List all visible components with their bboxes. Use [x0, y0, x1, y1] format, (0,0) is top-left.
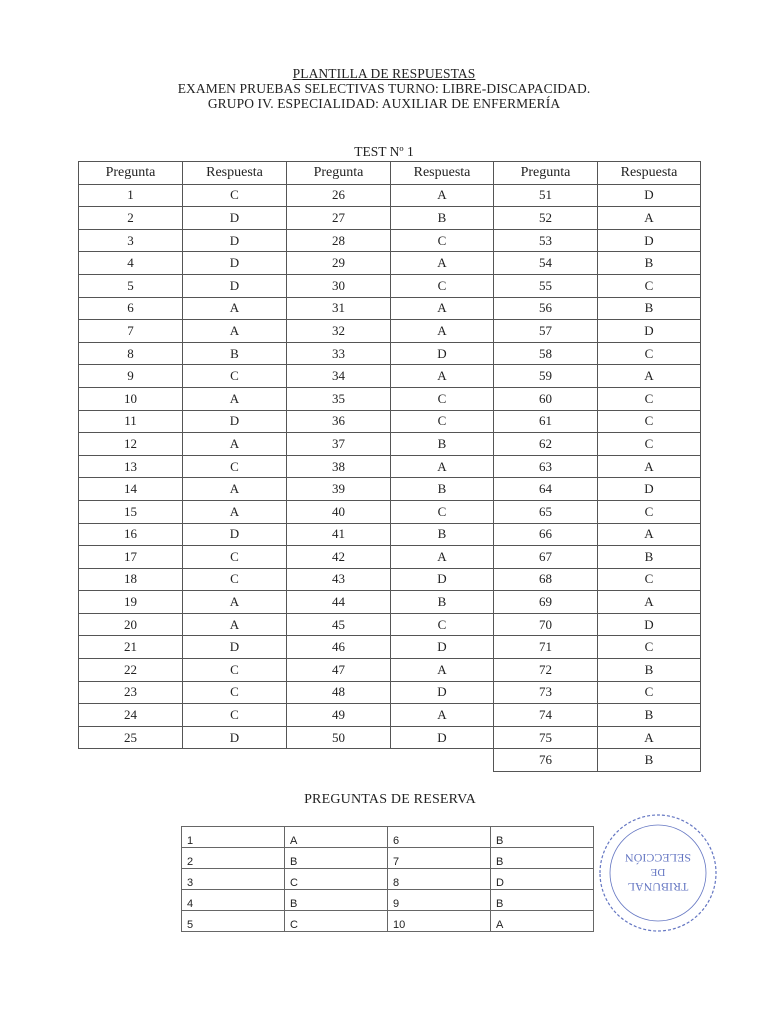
- answer-letter: A: [391, 297, 494, 320]
- answer-letter: C: [183, 546, 287, 569]
- table-row: [79, 229, 701, 252]
- answer-letter: D: [183, 274, 287, 297]
- answer-letter: D: [183, 229, 287, 252]
- answer-letter: D: [598, 184, 701, 207]
- table-row: [79, 387, 701, 410]
- answer-letter: C: [183, 659, 287, 682]
- question-number: 44: [287, 591, 391, 614]
- question-number: 26: [287, 184, 391, 207]
- answer-letter: C: [391, 274, 494, 297]
- table-row: [79, 433, 701, 456]
- answer-letter: B: [391, 207, 494, 230]
- stamp-line-1: TRIBUNAL: [627, 880, 689, 894]
- reserve-row: [182, 848, 594, 869]
- table-row: [79, 455, 701, 478]
- answer-letter: C: [598, 636, 701, 659]
- answer-letter: C: [598, 410, 701, 433]
- reserve-question-number: 3: [182, 869, 285, 890]
- answer-letter: C: [598, 274, 701, 297]
- column-header: Pregunta: [287, 162, 391, 185]
- answer-letter: A: [391, 704, 494, 727]
- question-number: 13: [79, 455, 183, 478]
- answer-letter: D: [391, 726, 494, 749]
- tribunal-stamp: [596, 811, 720, 935]
- table-row: [79, 749, 701, 772]
- answer-letter: C: [183, 704, 287, 727]
- question-number: 72: [494, 659, 598, 682]
- question-number: 19: [79, 591, 183, 614]
- question-number: 50: [287, 726, 391, 749]
- question-number: 8: [79, 342, 183, 365]
- question-number: 66: [494, 523, 598, 546]
- table-row: [79, 500, 701, 523]
- question-number: 70: [494, 613, 598, 636]
- table-row: [79, 546, 701, 569]
- answer-letter: C: [183, 184, 287, 207]
- question-number: 21: [79, 636, 183, 659]
- table-row: [79, 410, 701, 433]
- answer-letter: D: [183, 523, 287, 546]
- answer-letter: B: [391, 478, 494, 501]
- question-number: 32: [287, 320, 391, 343]
- question-number: 23: [79, 681, 183, 704]
- reserve-answer-letter: B: [491, 827, 594, 848]
- question-number: 15: [79, 500, 183, 523]
- answer-letter: B: [598, 749, 701, 772]
- reserve-question-number: 10: [388, 911, 491, 932]
- answer-letter: C: [391, 410, 494, 433]
- table-row: [79, 659, 701, 682]
- question-number: 43: [287, 568, 391, 591]
- reserve-question-number: 7: [388, 848, 491, 869]
- empty-cell: [183, 749, 287, 772]
- question-number: 58: [494, 342, 598, 365]
- question-number: 36: [287, 410, 391, 433]
- reserve-question-number: 4: [182, 890, 285, 911]
- question-number: 47: [287, 659, 391, 682]
- question-number: 37: [287, 433, 391, 456]
- table-row: [79, 704, 701, 727]
- answer-letter: C: [598, 433, 701, 456]
- column-header: Pregunta: [79, 162, 183, 185]
- question-number: 7: [79, 320, 183, 343]
- answer-letter: A: [391, 184, 494, 207]
- answer-letter: A: [183, 387, 287, 410]
- answer-letter: A: [391, 320, 494, 343]
- question-number: 5: [79, 274, 183, 297]
- answer-letter: D: [598, 478, 701, 501]
- answer-letter: D: [598, 229, 701, 252]
- header-exam-line: EXAMEN PRUEBAS SELECTIVAS TURNO: LIBRE-DISCAPACIDAD.: [177, 81, 591, 96]
- question-number: 73: [494, 681, 598, 704]
- question-number: 40: [287, 500, 391, 523]
- column-header: Respuesta: [598, 162, 701, 185]
- question-number: 52: [494, 207, 598, 230]
- question-number: 20: [79, 613, 183, 636]
- question-number: 34: [287, 365, 391, 388]
- answer-letter: C: [183, 568, 287, 591]
- question-number: 67: [494, 546, 598, 569]
- test-title: TEST Nº 1: [354, 144, 414, 159]
- reserve-answer-letter: A: [285, 827, 388, 848]
- question-number: 54: [494, 252, 598, 275]
- stamp-line-2: DE: [650, 866, 666, 878]
- answer-letter: A: [183, 591, 287, 614]
- question-number: 75: [494, 726, 598, 749]
- question-number: 74: [494, 704, 598, 727]
- question-number: 12: [79, 433, 183, 456]
- answer-letter: A: [598, 365, 701, 388]
- answer-letter: B: [598, 297, 701, 320]
- question-number: 28: [287, 229, 391, 252]
- table-row: [79, 207, 701, 230]
- answer-letter: B: [598, 252, 701, 275]
- reserve-row: [182, 827, 594, 848]
- answer-letter: A: [598, 726, 701, 749]
- reserve-answer-letter: B: [285, 890, 388, 911]
- question-number: 38: [287, 455, 391, 478]
- table-row: [79, 342, 701, 365]
- reserve-row: [182, 869, 594, 890]
- answer-letter: C: [391, 613, 494, 636]
- table-row: [79, 365, 701, 388]
- question-number: 6: [79, 297, 183, 320]
- question-number: 41: [287, 523, 391, 546]
- question-number: 48: [287, 681, 391, 704]
- question-number: 71: [494, 636, 598, 659]
- answer-letter: D: [391, 681, 494, 704]
- question-number: 65: [494, 500, 598, 523]
- table-row: [79, 297, 701, 320]
- question-number: 46: [287, 636, 391, 659]
- answer-letter: B: [598, 546, 701, 569]
- reserve-row: [182, 911, 594, 932]
- answer-letter: A: [598, 591, 701, 614]
- question-number: 17: [79, 546, 183, 569]
- reserve-title: PREGUNTAS DE RESERVA: [304, 792, 476, 807]
- table-row: [79, 726, 701, 749]
- table-row: [79, 591, 701, 614]
- question-number: 68: [494, 568, 598, 591]
- answer-letter: C: [598, 342, 701, 365]
- question-number: 22: [79, 659, 183, 682]
- answer-letter: C: [598, 500, 701, 523]
- column-header: Pregunta: [494, 162, 598, 185]
- table-row: [79, 613, 701, 636]
- answer-letter: A: [391, 252, 494, 275]
- table-row: [79, 274, 701, 297]
- reserve-question-number: 8: [388, 869, 491, 890]
- header-group-line: GRUPO IV. ESPECIALIDAD: AUXILIAR DE ENFERMERÍA: [207, 96, 561, 111]
- answer-letter: A: [598, 207, 701, 230]
- question-number: 29: [287, 252, 391, 275]
- answer-letter: A: [391, 365, 494, 388]
- answer-letter: B: [598, 659, 701, 682]
- question-number: 59: [494, 365, 598, 388]
- table-row: [79, 478, 701, 501]
- answer-letter: C: [183, 455, 287, 478]
- question-number: 31: [287, 297, 391, 320]
- question-number: 14: [79, 478, 183, 501]
- answer-letter: A: [391, 659, 494, 682]
- question-number: 53: [494, 229, 598, 252]
- reserve-answer-letter: B: [491, 890, 594, 911]
- answer-letter: A: [183, 478, 287, 501]
- empty-cell: [79, 749, 183, 772]
- question-number: 3: [79, 229, 183, 252]
- table-row: [79, 568, 701, 591]
- empty-cell: [391, 749, 494, 772]
- reserve-answer-letter: C: [285, 911, 388, 932]
- reserve-row: [182, 890, 594, 911]
- answer-letter: A: [391, 546, 494, 569]
- answer-letter: C: [598, 681, 701, 704]
- reserve-question-number: 2: [182, 848, 285, 869]
- reserve-answer-letter: B: [285, 848, 388, 869]
- question-number: 9: [79, 365, 183, 388]
- question-number: 56: [494, 297, 598, 320]
- question-number: 2: [79, 207, 183, 230]
- question-number: 4: [79, 252, 183, 275]
- answer-letter: D: [183, 410, 287, 433]
- answer-letter: A: [183, 613, 287, 636]
- reserve-answer-letter: A: [491, 911, 594, 932]
- reserve-table: [181, 826, 594, 932]
- answer-letter: D: [183, 207, 287, 230]
- answer-letter: D: [391, 342, 494, 365]
- question-number: 35: [287, 387, 391, 410]
- reserve-question-number: 6: [388, 827, 491, 848]
- table-row: [79, 252, 701, 275]
- question-number: 60: [494, 387, 598, 410]
- header-title: PLANTILLA DE RESPUESTAS: [292, 66, 476, 81]
- column-header: Respuesta: [391, 162, 494, 185]
- question-number: 63: [494, 455, 598, 478]
- answer-letter: B: [391, 591, 494, 614]
- table-row: [79, 320, 701, 343]
- answer-letter: C: [183, 681, 287, 704]
- question-number: 1: [79, 184, 183, 207]
- question-number: 62: [494, 433, 598, 456]
- answer-letter: C: [391, 387, 494, 410]
- question-number: 30: [287, 274, 391, 297]
- answer-letter: B: [183, 342, 287, 365]
- reserve-answer-letter: B: [491, 848, 594, 869]
- question-number: 55: [494, 274, 598, 297]
- question-number: 57: [494, 320, 598, 343]
- answer-letter: C: [391, 500, 494, 523]
- question-number: 39: [287, 478, 391, 501]
- column-header: Respuesta: [183, 162, 287, 185]
- answer-letter: C: [598, 387, 701, 410]
- question-number: 51: [494, 184, 598, 207]
- answer-letter: A: [391, 455, 494, 478]
- answers-table: [78, 161, 701, 772]
- reserve-question-number: 9: [388, 890, 491, 911]
- question-number: 24: [79, 704, 183, 727]
- table-row: [79, 184, 701, 207]
- answer-letter: C: [183, 365, 287, 388]
- table-row: [79, 636, 701, 659]
- question-number: 69: [494, 591, 598, 614]
- answer-letter: C: [391, 229, 494, 252]
- reserve-answer-letter: D: [491, 869, 594, 890]
- answer-letter: A: [183, 320, 287, 343]
- question-number: 76: [494, 749, 598, 772]
- question-number: 25: [79, 726, 183, 749]
- answer-letter: A: [598, 455, 701, 478]
- table-row: [79, 523, 701, 546]
- document-header: [0, 66, 768, 111]
- answer-letter: D: [391, 568, 494, 591]
- question-number: 61: [494, 410, 598, 433]
- question-number: 16: [79, 523, 183, 546]
- stamp-line-3: SELECCIÓN: [625, 851, 691, 865]
- question-number: 10: [79, 387, 183, 410]
- answer-letter: D: [598, 320, 701, 343]
- answer-letter: A: [183, 433, 287, 456]
- answer-letter: D: [598, 613, 701, 636]
- answer-letter: B: [391, 523, 494, 546]
- table-row: [79, 681, 701, 704]
- question-number: 33: [287, 342, 391, 365]
- reserve-question-number: 5: [182, 911, 285, 932]
- question-number: 49: [287, 704, 391, 727]
- question-number: 45: [287, 613, 391, 636]
- answer-letter: D: [183, 636, 287, 659]
- question-number: 18: [79, 568, 183, 591]
- reserve-answer-letter: C: [285, 869, 388, 890]
- question-number: 42: [287, 546, 391, 569]
- reserve-question-number: 1: [182, 827, 285, 848]
- question-number: 11: [79, 410, 183, 433]
- answer-letter: A: [183, 500, 287, 523]
- answer-letter: D: [391, 636, 494, 659]
- question-number: 27: [287, 207, 391, 230]
- answer-letter: B: [391, 433, 494, 456]
- empty-cell: [287, 749, 391, 772]
- answer-letter: B: [598, 704, 701, 727]
- question-number: 64: [494, 478, 598, 501]
- answer-letter: D: [183, 252, 287, 275]
- answer-letter: C: [598, 568, 701, 591]
- answer-letter: A: [183, 297, 287, 320]
- answer-letter: D: [183, 726, 287, 749]
- answer-letter: A: [598, 523, 701, 546]
